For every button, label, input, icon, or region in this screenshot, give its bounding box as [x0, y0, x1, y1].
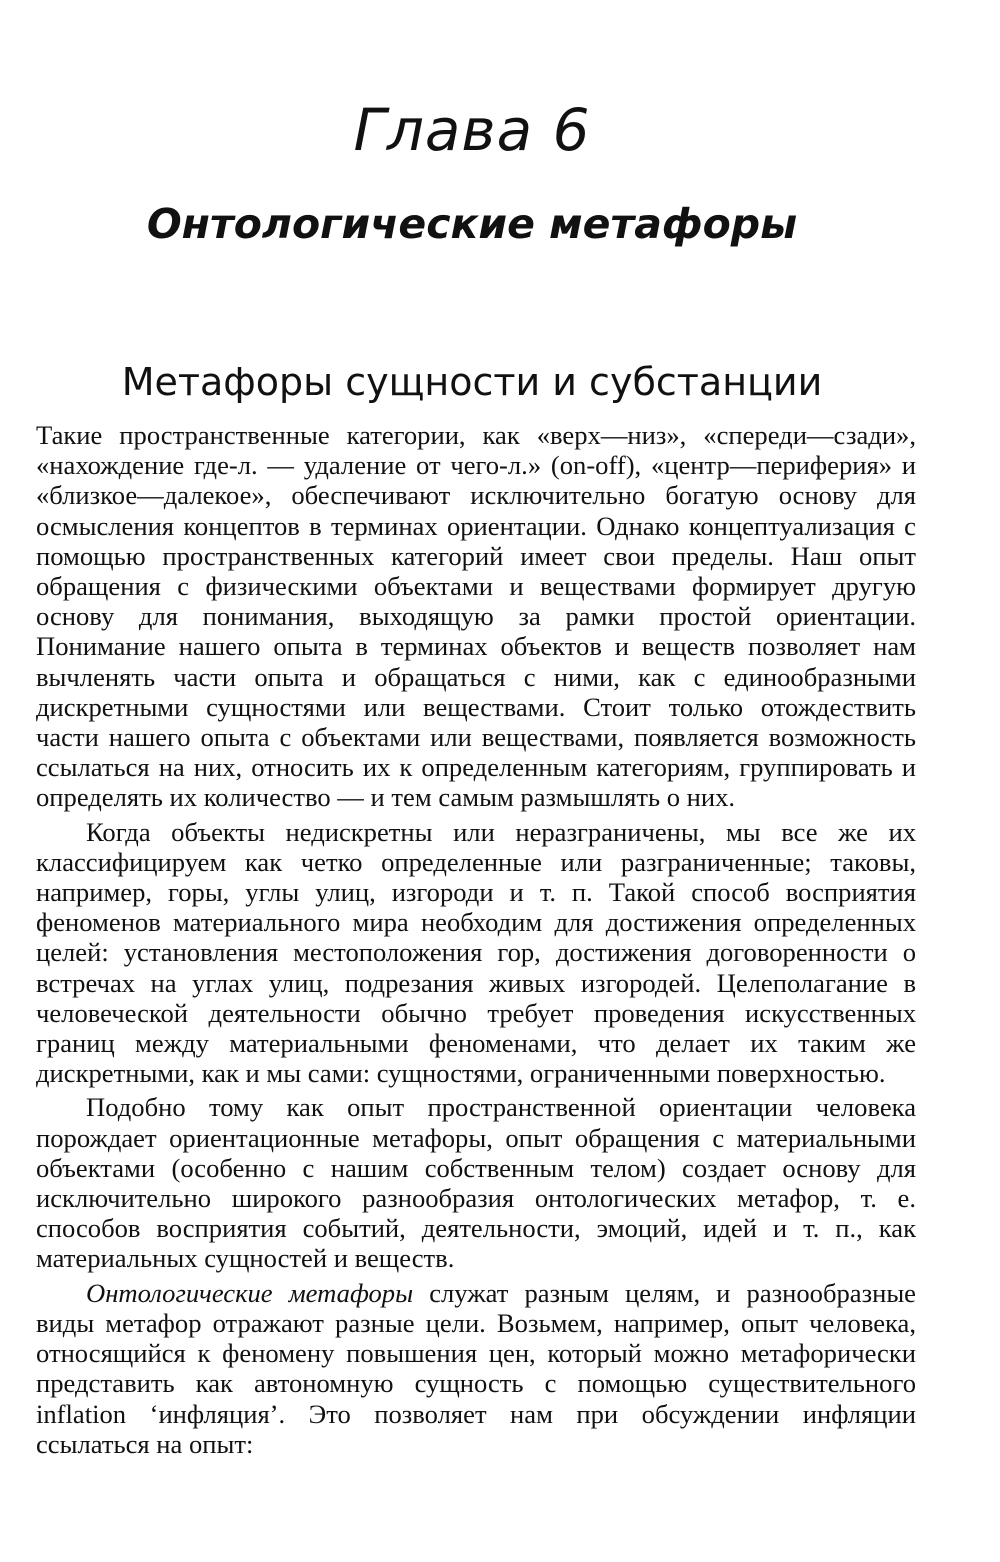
- body-text: [36, 420, 916, 1463]
- paragraph-4: [36, 1278, 916, 1459]
- paragraph-4-emphasis: Онтологические метафоры: [86, 1277, 414, 1308]
- section-title: Метафоры сущности и субстанции: [121, 360, 823, 404]
- chapter-number: Глава 6: [353, 96, 591, 164]
- chapter-title: Онтологические метафоры: [146, 200, 798, 248]
- paragraph-3: Подобно тому как опыт пространственной ориентации человека порождает ориентационные метафоры, опыт обращения с материальными объектами (особенно с нашим собственным телом) создает основу для исключительно широкого разнообразия онтологических метафор, т. е. способов восприятия событий, деятельности, эмоций, идей и т. п., как материальных сущностей и веществ.: [36, 1092, 916, 1274]
- paragraph-2: Когда объекты недискретны или неразграничены, мы все же их классифицируем как четко определенные или разграниченные; таковы, например, горы, углы улиц, изгороди и т. п. Такой способ восприятия феноменов материального мира необходим для достижения определенных целей: установления местоположения гор, достижения договоренности о встречах на углах улиц, подрезания живых изгородей. Целеполагание в человеческой деятельности обычно требует проведения искусственных границ между материальными феноменами, что делает их таким же дискретными, как и мы сами: сущностями, ограниченными поверхностью.: [36, 816, 916, 1089]
- paragraph-1: Такие пространственные категории, как «верх—низ», «спереди—сзади», «нахождение где-л. — удаление от чего-л.» (on-off), «центр—периферия» и «близкое—далекое», обеспечивают исключительно богатую основу для осмысления концептов в терминах ориентации. Однако концептуализация с помощью пространственных категорий имеет свои пределы. Наш опыт обращения с физическими объектами и веществами формирует другую основу для понимания, выходящую за рамки простой ориентации. Понимание нашего опыта в терминах объектов и веществ позволяет нам вычленять части опыта и обращаться с ними, как с единообразными дискретными сущностями или веществами. Стоит только отождествить части нашего опыта с объектами или веществами, появляется возможность ссылаться на них, относить их к определенным категориям, группировать и определять их количество — и тем самым размышлять о них.: [36, 420, 916, 813]
- paragraph-4-text: служат разным целям, и разнообразные виды метафор отражают разные цели. Возьмем, например, опыт человека, относящийся к феномену повышения цен, который можно метафорически представить как автономную сущность с помощью существительного inflation ‘инфляция’. Это позволяет нам при обсуждении инфляции ссылаться на опыт:: [36, 1277, 916, 1459]
